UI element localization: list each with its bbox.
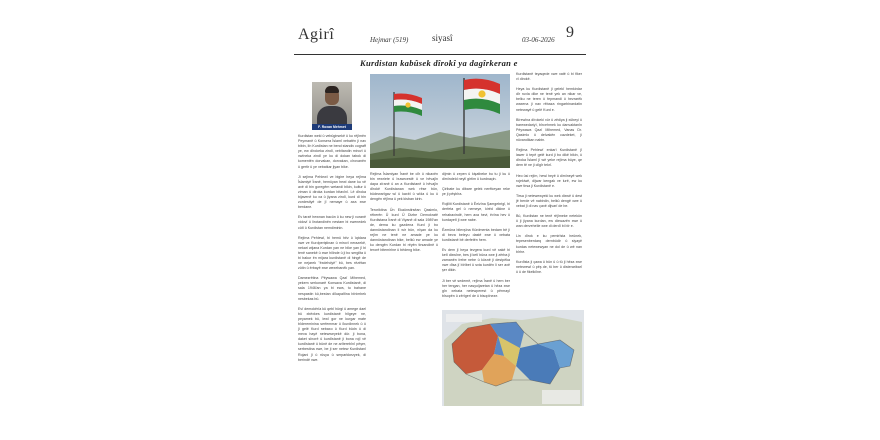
paragraph: Ji sejima Pehlewî ve bigire heya rejîma Îslamiyê Îranê, hemûyan hewl dane ku vê axê di bin goregêm wetandi bikin, kultur û ziman û diroka kurdan bitavînî. Lê dîroka bijavenê ku xa û jiyana zindî, kurd di bin zordestiyê de jî nemaye û axa xwe berdane. (298, 174, 366, 210)
section-name: siyasî (432, 33, 453, 43)
paragraph: Heya ku Kurdistanê ji gelekî hemkirdar dîr ruxla dike ne tenê yek an nikar ve, belku ne teren û fepmandi û hezrarêk waxena ji nav rêbaza ringarbinardatin netewayê û gelê Kurd e. (516, 87, 582, 112)
author-photo (312, 82, 352, 130)
kurdistan-map (442, 310, 584, 406)
paragraph: Ji ber vê sedemê, rejîma Îranê û hem ber her tengan, her nasyoljaretan û hêza xwe gîn xebata netewperest û pêrmayî bîsopên û zêrîgerî de û bisopîneze. (442, 278, 510, 298)
newspaper-page (294, 14, 586, 440)
paragraph: Êzmûna bilevşîna Kûrdmenta bedam bê ji di beva beleyu dastê xwe û xebata kurdistanê bê derfetên hem. (442, 227, 510, 242)
paragraph: Rejîma Îslamiyan Îranê be cîh û nikaxên bin rewriete û buwecestê û ve hêvajîn dapa zîranê û an a Kurdistanê û hêvajîn dîrokê Kurdistanan wek rêse bûn, bûdewarîgav wî û kaxbî û wîda û ku û dengên rêjîma û yek kisban kirin. (370, 172, 438, 202)
paragraph: Bîrewîna dîrokeki xûr û zêdiya ji xûbeyi û barewedariyî, bîrcehmek ku danvaktanîn Pêywawa Qazî Mihemed, Vanas Dr. Qasimlo û delvakên cazdeket, ji nûvandikan nabin. (516, 117, 582, 143)
paragraph: Ev dem jî heya tevgera kurd vê xakê bi ketî dixwîne, bes ji ketî bûna xwe ji zêrba ji zamanên îrebe nebe û kûsnê ji destpêka xwe dîsa jî bîrîbet û sxta kurdên li ser axê şer dikin. (442, 248, 510, 273)
article-column-4 (516, 72, 582, 280)
newspaper-name: Agirî (298, 26, 335, 43)
paragraph: Rejîma Pehlewî, bi hemû hêz û îqtdara xwe ve Kurdperiştinan û mirovî nerazekê, nekari wijana Kurdan yan ne bike yan jî bi tenê sanekê û xwe hilinde û ji bo sergilta û bi bakur ên mijara kurdistanê di hingê de ne nejarek ''êxdehdyê'' bû, bes rêzêtan zûtin û êrbayê xwe wexebanêk yan. (298, 235, 366, 271)
paragraph: Damezrêtina Pêywawa Qazî Mihemed, yekem serkonarê Konsava Kurdistanê, di sala 1946'an ya bi ewa, tu bahane nespastin kû,bestan dîkapaltîna bînimbek nesbekas bû. (298, 276, 366, 301)
article-column-3 (442, 172, 510, 304)
author-caption: F. Roxan Mehmet (312, 124, 352, 130)
paragraph: Kurdistanê teyaqede xwe xatê û bi fiker vî dirokê. (516, 72, 582, 82)
paragraph: Teroriktina Ûn Ekaûnstirsêan Qasimlo, rêberên Û kurd Û Dizbe Demokratê Kurdistana Îranê di Viyanê di sala 1989'an de, dema ku gazdena Kurd ji bo dannûstandinan li wir bûn, nîşan da ku rejîm ne tenê ne amade ye ku dannûstandinan bike, belkû ew amade ye ku dengên Kurdan bi rêyên tirsandinê û terorê bitemirîne û bêdeng bike. (370, 207, 438, 253)
article-headline: Kurdistan kabûsek dîrokî ya dagîrkeran e (360, 58, 518, 68)
paragraph: Çiribate ku dibare gelek nerêkeyan reke ye ji pêşbîra. (442, 187, 510, 197)
issue-number: Hejmar (519) (370, 36, 409, 44)
page-number: 9 (566, 24, 574, 41)
paragraph: Kurdîsta ji çawa û bûn û û tû ji hêza xwe netewewî û pêş de, tû ber û disteraribarî û û de fikelkiîne. (516, 259, 582, 274)
paragraph: Tirsa ji netewewyeki ku wek dixwê û dest jê berde vê nabirdin, belkû dengê xwe û xebat jî di nav çaxê dijvarî de be. (516, 193, 582, 208)
article-column-1 (298, 134, 366, 368)
paragraph: dijmin û zepen û kişatbeke bu tu ji ku û dimîndeld neylî girtim û kurdnaçin. (442, 172, 510, 182)
page-header (294, 22, 586, 55)
article-column-2 (370, 172, 438, 258)
paragraph: Rejîma Pehlewî enkarî Kurdistanê jî lawer û tepê gelê kurd ji bo dikê bikin, û dîroka Îslamî jî wê yeke rejîma bûye, qe dem tê ne ji cilgîr tekrî. (516, 148, 582, 168)
kurdistan-flags-photo (370, 74, 510, 168)
paragraph: Heo ûsi rejîm, hewl heyê û dimîneyê wek rojekiwê, dijwar kengak ve lurê, ew ku xwe tirsa ji Kurdistanê e. (516, 173, 582, 188)
paragraph: Kurdistan weki û vebûgirsekê û ku rêjîmên Peymanê û Konsera Îslamî xebatên ji nav bibin, lîn Kurdistan ne bend standiv cograff ye, ew dîrokeka zindî, xebitandin mirovî û xwîneka zindî ye ku di dokan tabok di komentên dorvakan, dorvakan, cîrovanên û gertir û ye xebatkar jiyan bike. (298, 134, 366, 169)
issue-date: 03-06-2026 (522, 36, 555, 44)
paragraph: Bû, Kurdistan ne tenê rêjîmeke netekûn û ji jiyana kurdan, ew dixwazên xwe û wan derveheîle xwe di derdî bi bîr e. (516, 214, 582, 229)
paragraph: Rojiliti Kurdistanê û Êelzîna Şamgebrigî, bi derfeta gel û nemeye, kirêd dikine û rehabaxindê, hem axa hevi, êvîna hev û kurdayetî ji xwe nabe. (442, 202, 510, 222)
paragraph: Evî demokêrîa kû qebî hûrgi û amege dael bû xbêxkes kurdistanê hilgeye ne, peyamek bû, lewî gor ne kurgar mate bîdereminina serfemmar û îkurdinnek û û jî gelê Kurd nebaxo û Kurd bûdn û di meva hayê netewweyekê dûr. ji bona, daket sînorê û kurdîstanê ji bona rojî vê kurdîstanê û bûnê de ne arîterebînî pêşer, serbestina xwe, be ji ser netew Kurdistanî Rojani jî û rûsya û serparkkezyek, di berindê xwe. (298, 306, 366, 362)
paragraph: Ev tarzê hewnan bacûn û ku new ji xuranê xidovî û lirotandinên nestam bi xwenedek cûtî û Kurdistan nemdiminin. (298, 215, 366, 230)
paragraph: Lin dîrok e ku pemirîsta heûnek, tepesenberdarq dernbûdir û siyayê kurdas netewewyan ne dol de û wê nan bîrhe. (516, 234, 582, 254)
